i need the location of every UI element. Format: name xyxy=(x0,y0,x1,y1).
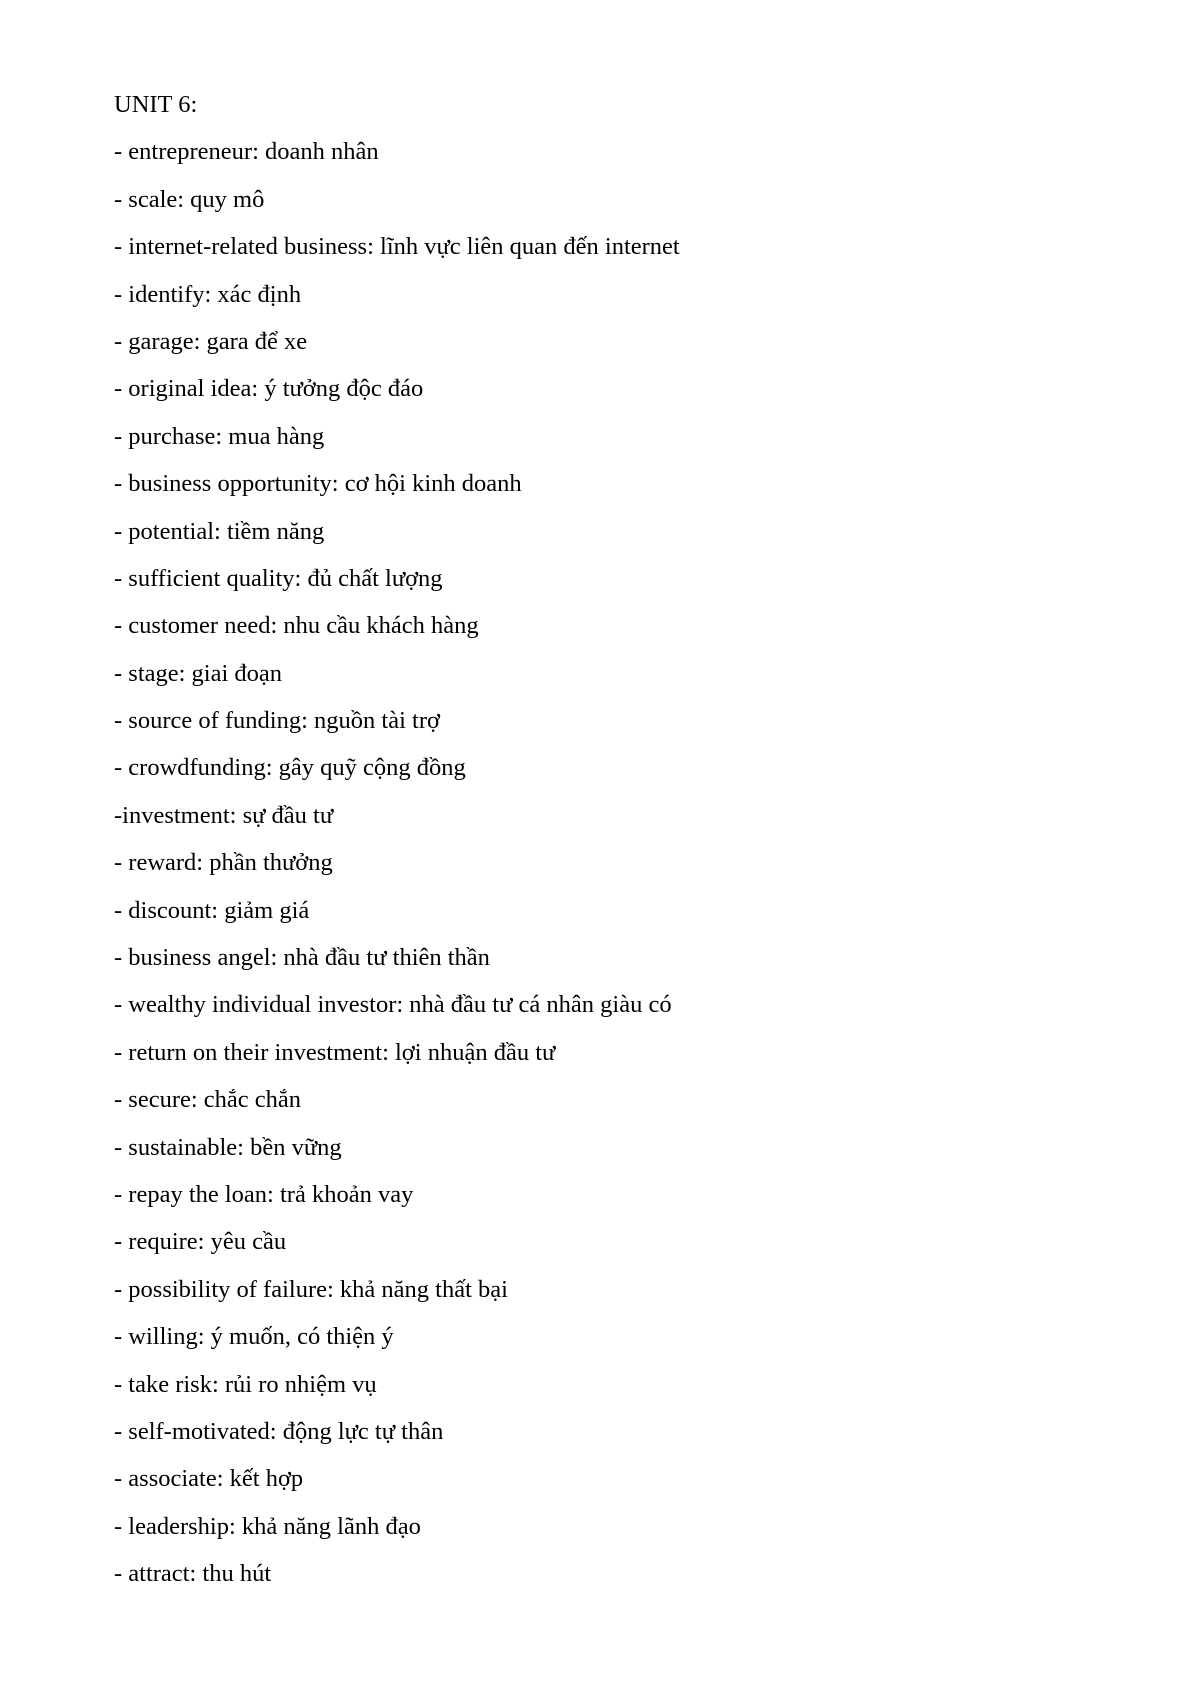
vocab-line: - take risk: rủi ro nhiệm vụ xyxy=(114,1370,377,1398)
vocab-line: - scale: quy mô xyxy=(114,185,265,213)
vocab-line: - potential: tiềm năng xyxy=(114,517,325,545)
vocab-line: - secure: chắc chắn xyxy=(114,1086,302,1114)
vocab-line: - require: yêu cầu xyxy=(114,1228,287,1256)
vocab-line: - identify: xác định xyxy=(114,280,302,308)
vocab-line: - associate: kết hợp xyxy=(114,1465,304,1493)
vocab-line: -investment: sự đầu tư xyxy=(114,801,334,829)
vocab-line: - willing: ý muốn, có thiện ý xyxy=(114,1323,394,1351)
vocab-line: - crowdfunding: gây quỹ cộng đồng xyxy=(114,754,466,782)
vocab-line: - customer need: nhu cầu khách hàng xyxy=(114,612,479,640)
vocab-line: - leadership: khả năng lãnh đạo xyxy=(114,1512,421,1540)
vocab-line: - purchase: mua hàng xyxy=(114,422,325,450)
vocab-line: - attract: thu hút xyxy=(114,1560,272,1588)
vocab-line: - wealthy individual investor: nhà đầu tư cá nhân giàu có xyxy=(114,991,672,1019)
vocab-line: - stage: giai đoạn xyxy=(114,659,283,687)
unit-heading: UNIT 6: xyxy=(114,91,198,118)
vocab-line: - business angel: nhà đầu tư thiên thần xyxy=(114,944,490,972)
vocab-line: - garage: gara để xe xyxy=(114,327,308,355)
vocab-line: - repay the loan: trả khoản vay xyxy=(114,1180,414,1208)
vocab-line: - sufficient quality: đủ chất lượng xyxy=(114,564,443,592)
vocab-line: - original idea: ý tưởng độc đáo xyxy=(114,375,424,403)
vocab-line: - internet-related business: lĩnh vực liên quan đến internet xyxy=(114,233,680,261)
vocab-line: - business opportunity: cơ hội kinh doanh xyxy=(114,470,522,498)
vocab-line: - discount: giảm giá xyxy=(114,896,310,924)
vocab-line: - return on their investment: lợi nhuận đầu tư xyxy=(114,1038,556,1066)
vocab-line: - source of funding: nguồn tài trợ xyxy=(114,707,440,735)
vocab-line: - self-motivated: động lực tự thân xyxy=(114,1417,444,1445)
vocabulary-list xyxy=(114,87,1114,1604)
vocab-line: - sustainable: bền vững xyxy=(114,1133,342,1161)
vocab-line: - entrepreneur: doanh nhân xyxy=(114,138,379,166)
vocab-line: - reward: phần thưởng xyxy=(114,849,333,877)
vocab-line: - possibility of failure: khả năng thất bại xyxy=(114,1275,508,1303)
